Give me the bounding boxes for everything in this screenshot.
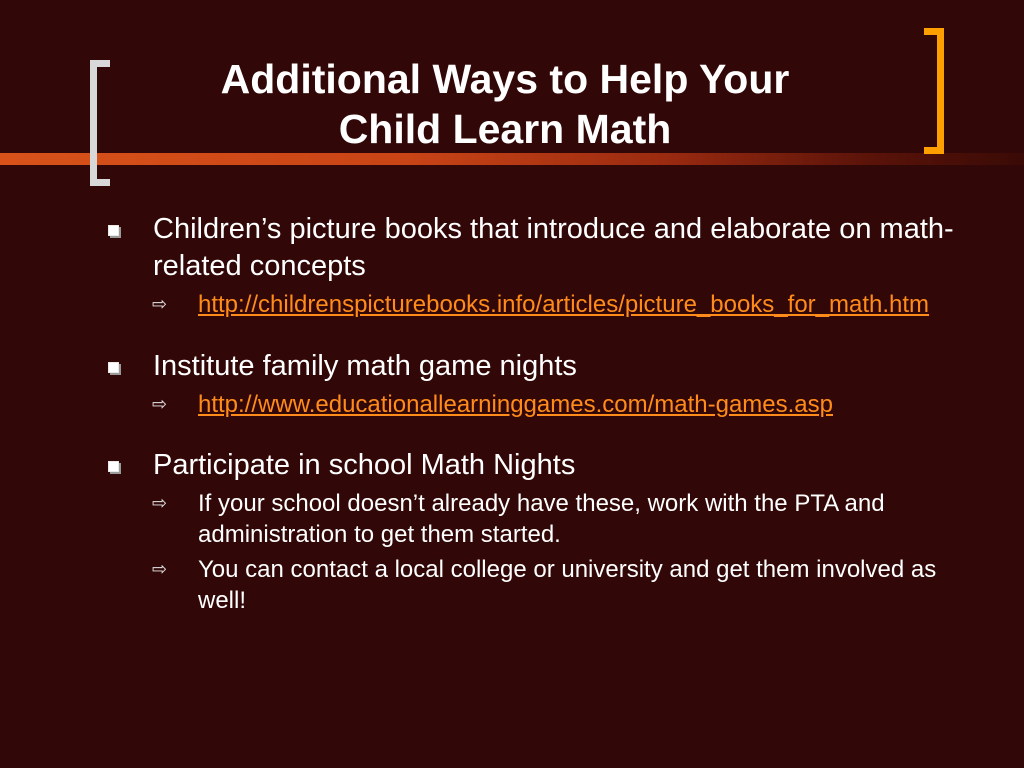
square-bullet-icon	[108, 461, 119, 472]
bullet-item	[100, 211, 980, 285]
title-line-2: Child Learn Math	[338, 106, 672, 152]
sub-bullet-item	[100, 289, 980, 320]
sub-bullet-text: You can contact a local college or university and get them involved as well!	[198, 556, 937, 614]
square-bullet-icon	[108, 225, 119, 236]
title-line-1: Additional Ways to Help Your	[220, 56, 790, 102]
bullet-text: Children’s picture books that introduce and elaborate on math-related concepts	[153, 213, 954, 282]
square-bullet-icon	[108, 362, 119, 373]
sub-bullet-item	[100, 488, 980, 550]
bullet-text: Participate in school Math Nights	[153, 449, 576, 481]
sub-bullet-item	[100, 554, 980, 616]
arrow-bullet-icon: ⇨	[152, 559, 168, 580]
picture-books-link[interactable]: http://childrenspicturebooks.info/articles/picture_books_for_math.htm	[198, 291, 930, 318]
right-bracket-decoration	[924, 28, 944, 154]
bullet-list	[100, 211, 980, 616]
accent-bar	[0, 153, 1024, 165]
sub-bullet-item	[100, 389, 980, 420]
bullet-text: Institute family math game nights	[153, 350, 577, 382]
arrow-bullet-icon: ⇨	[152, 394, 168, 415]
left-bracket-decoration	[90, 60, 110, 186]
sub-bullet-text: If your school doesn’t already have these, work with the PTA and administration to get them started.	[198, 490, 885, 548]
math-games-link[interactable]: http://www.educationallearninggames.com/math-games.asp	[198, 391, 833, 418]
slide-title	[125, 54, 885, 154]
arrow-bullet-icon: ⇨	[152, 294, 168, 315]
arrow-bullet-icon: ⇨	[152, 493, 168, 514]
bullet-item	[100, 348, 980, 385]
bullet-item	[100, 447, 980, 484]
